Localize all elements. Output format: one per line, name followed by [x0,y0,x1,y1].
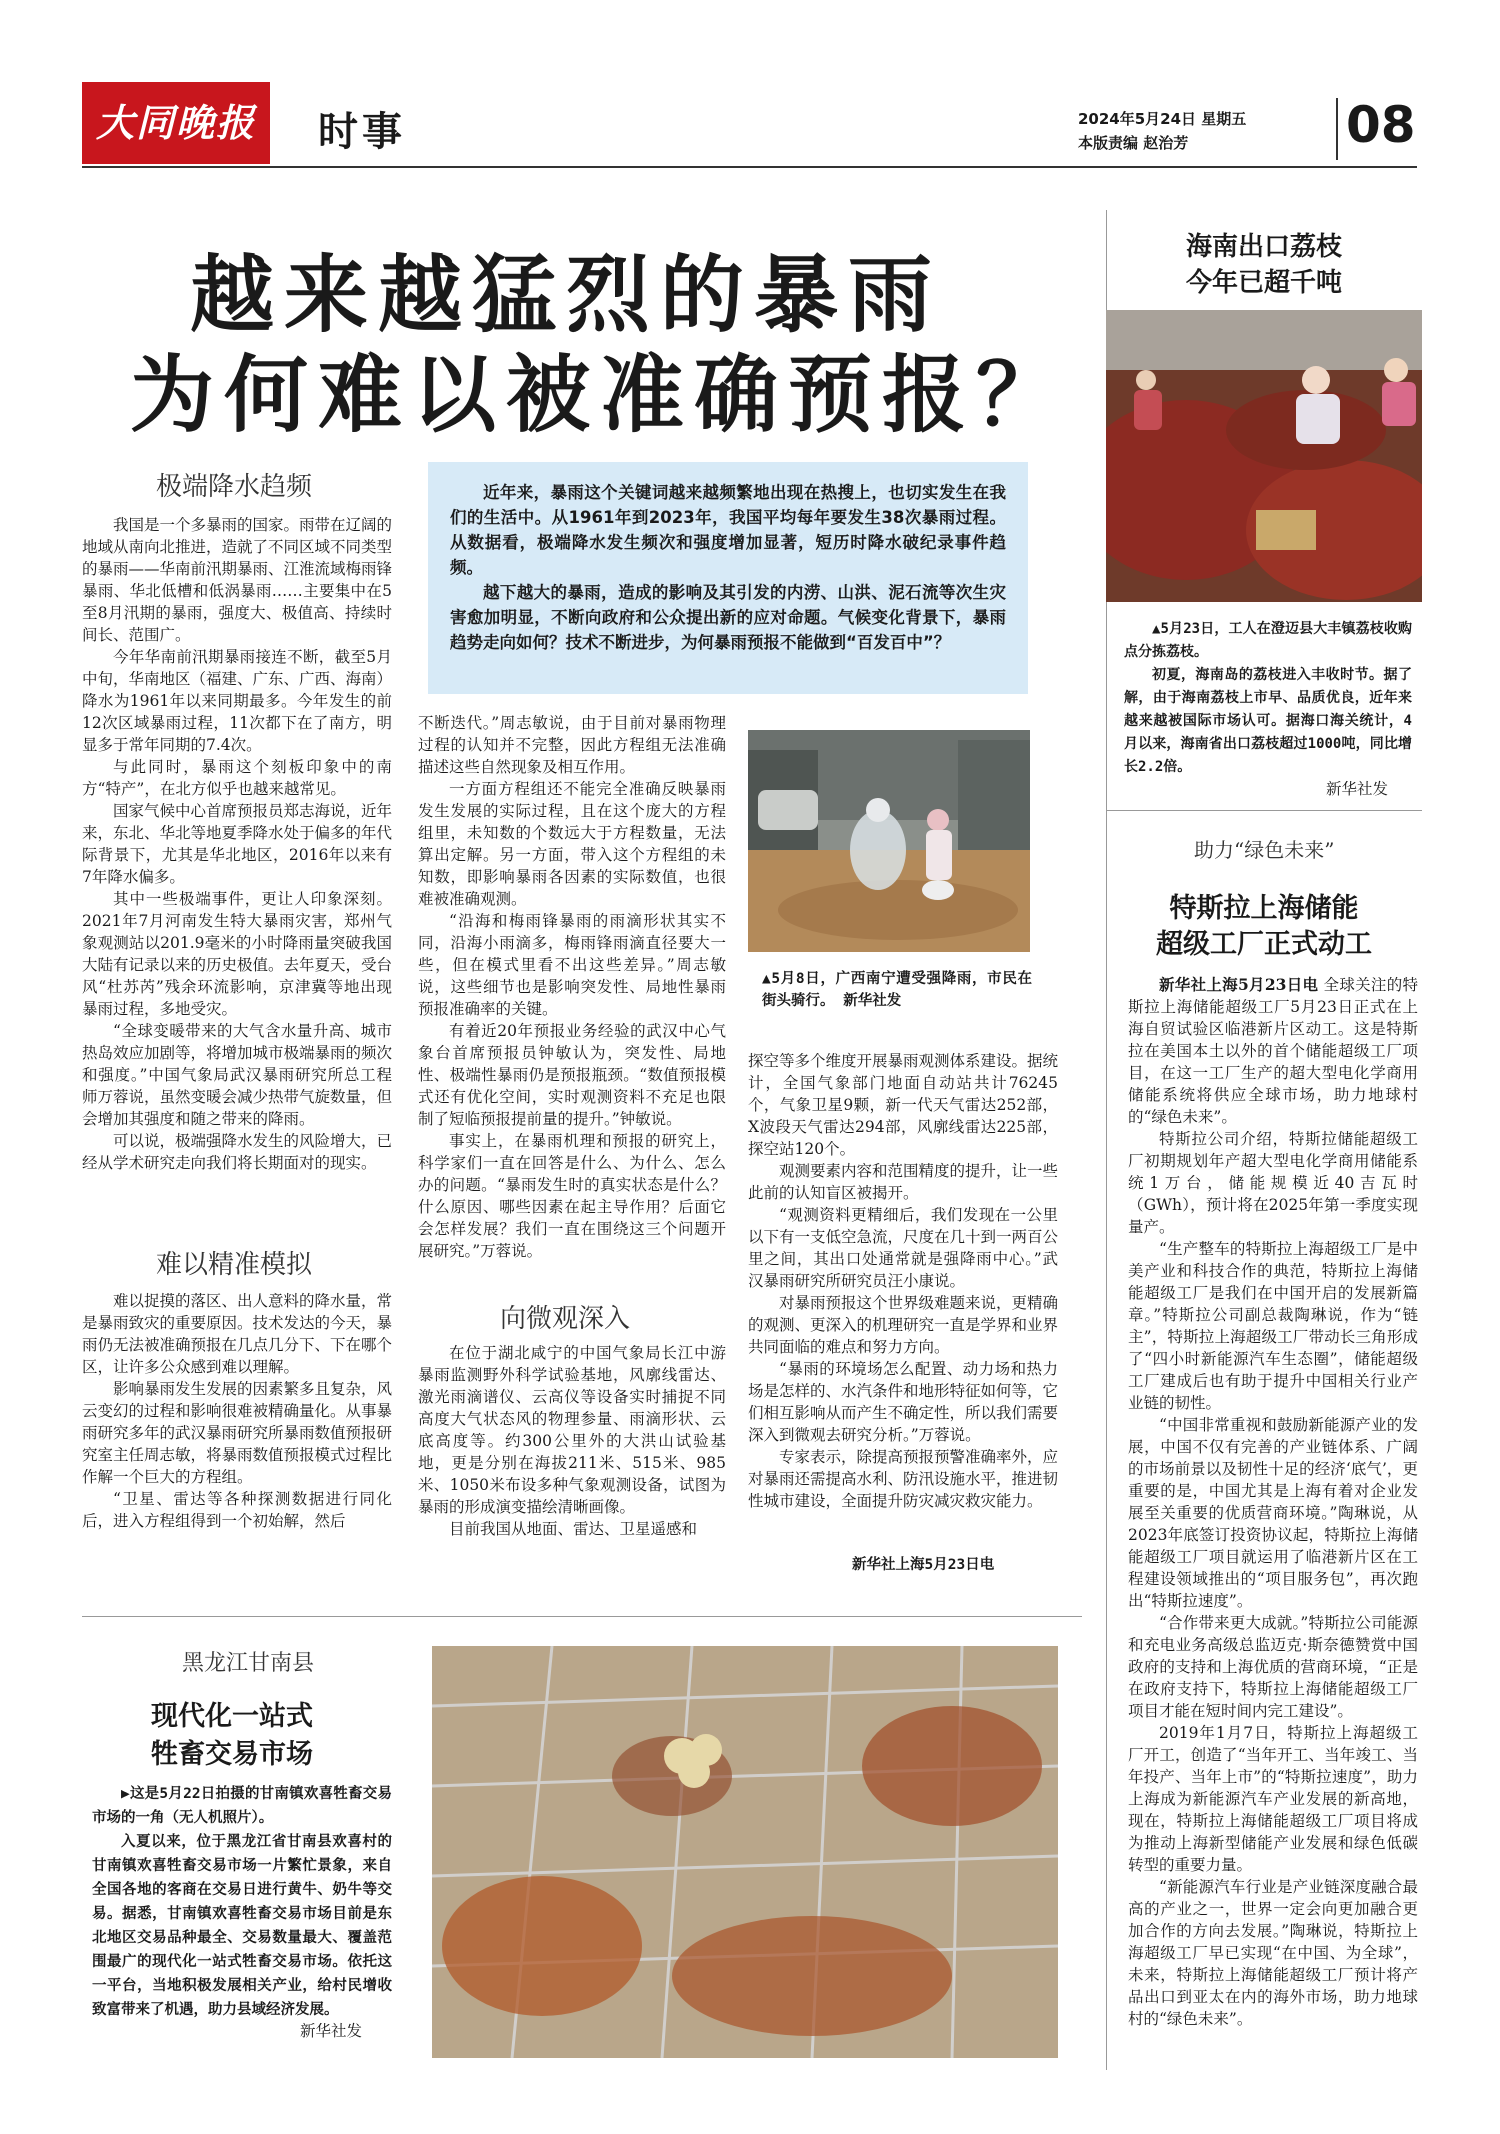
subhead-hard-to-model: 难以精准模拟 [156,1250,313,1280]
header-rule [82,166,1417,168]
main-headline-line1: 越来越猛烈的暴雨 [190,246,943,344]
article-column-1b [82,1290,392,1532]
page-editor: 本版责编 赵治芳 [1078,134,1189,152]
paragraph: 对暴雨预报这个世界级难题来说，更精确的观测、更深入的机理研究一直是学界和业界共同面临的难点和努力方向。 [748,1294,1059,1356]
paragraph: “卫星、雷达等各种探测数据进行同化后，进入方程组得到一个初始解，然后 [82,1490,392,1530]
caption-paragraph: 初夏，海南岛的荔枝进入丰收时节。据了解，由于海南荔枝上市早、品质优良，近年来越来越被国际市场认可。据海口海关统计，4月以来，海南省出口荔枝超过1000吨，同比增长2.2倍。 [1124,667,1412,775]
photo-lychee [1106,310,1422,602]
paragraph: 不断迭代。”周志敏说，由于目前对暴雨物理过程的认知并不完整，因此方程组无法准确描述这些自然现象及相互作用。 [418,714,726,776]
article-column-2 [418,712,726,1262]
paragraph: 影响暴雨发生发展的因素繁多且复杂，风云变幻的过程和影响很难被精确量化。从事暴雨研究多年的武汉暴雨研究所暴雨数值预报研究室主任周志敏，将暴雨数值预报模式过程比作解一个巨大的方程组。 [82,1380,393,1486]
paragraph: “中国非常重视和鼓励新能源产业的发展，中国不仅有完善的产业链体系、广阔的市场前景以及韧性十足的经济‘底气’，更重要的是，中国尤其是上海有着对企业发展至关重要的优质营商环境。”陶琳说，从2023年底签订投资协议起，特斯拉上海储能超级工厂项目就运用了临港新片区在工程建设领域推出的“项目服务包”，再次跑出“特斯拉速度”。 [1128,1416,1418,1610]
lead-box [428,462,1028,694]
paragraph: 特斯拉公司介绍，特斯拉储能超级工厂初期规划年产超大型电化学商用储能系统1万台，储能规模近40吉瓦时（GWh），预计将在2025年第一季度实现量产。 [1128,1130,1418,1236]
photo-rain-caption: ▲5月8日，广西南宁遭受强降雨，市民在街头骑行。 新华社发 [762,971,1032,1009]
livestock-source: 新华社发 [300,2022,363,2040]
subhead-microscopic: 向微观深入 [500,1304,631,1334]
livestock-kicker: 黑龙江甘南县 [182,1651,315,1676]
rain-street-image [748,730,1030,952]
lychee-sorting-image [1106,310,1422,602]
paragraph: “全球变暖带来的大气含水量升高、城市热岛效应加剧等，将增加城市极端暴雨的频次和强度。”中国气象局武汉暴雨研究所总工程师万蓉说，虽然变暖会减少热带气旋数量，但会增加其强度和随之带来的降雨。 [82,1022,393,1128]
paragraph: 其中一些极端事件，更让人印象深刻。2021年7月河南发生特大暴雨灾害，郑州气象观测站以201.9毫米的小时降雨量突破我国大陆有记录以来的历史极值。去年夏天，受台风“杜苏芮”残余环流影响，京津冀等地出现暴雨过程，多地受灾。 [82,890,393,1018]
article-column-1a [82,514,392,1174]
paragraph: 今年华南前汛期暴雨接连不断，截至5月中旬，华南地区（福建、广东、广西、海南）降水为1961年以来同期最多。今年发生的前12次区域暴雨过程，11次都下在了南方，明显多于常年同期的7.4次。 [82,648,393,754]
lychee-title-line1: 海南出口荔枝 [1185,232,1342,262]
lychee-title-line2: 今年已超千吨 [1185,268,1342,298]
issue-date: 2024年5月24日 星期五 [1078,110,1247,128]
paragraph: 一方面方程组还不能完全准确反映暴雨发生发展的实际过程，且在这个庞大的方程组里，未知数的个数远大于方程数量，无法算出定解。另一方面，带入这个方程组的未知数，即影响暴雨各因素的实际数值，也很难被准确观测。 [418,780,726,908]
caption-paragraph: 入夏以来，位于黑龙江省甘南县欢喜村的甘南镇欢喜牲畜交易市场一片繁忙景象，来自全国各地的客商在交易日进行黄牛、奶牛等交易。据悉，甘南镇欢喜牲畜交易市场目前是东北地区交易品种最全、交易数量最大、覆盖范围最广的现代化一站式牲畜交易市场。依托这一平台，当地积极发展相关产业，给村民增收致富带来了机遇，助力县域经济发展。 [92,1834,392,2018]
tesla-title-line1: 特斯拉上海储能 [1169,893,1359,924]
byline: 新华社上海5月23日电 [852,1557,995,1573]
photo-rain-street [748,730,1030,952]
paragraph: “新能源汽车行业是产业链深度融合最高的产业之一，世界一定会向更加融合更加合作的方向去发展。”陶琳说，特斯拉上海超级工厂早已实现“在中国、为全球”，未来，特斯拉上海储能超级工厂预计将产品出口到亚太在内的海外市场，助力地球村的“绿色未来”。 [1128,1878,1418,2028]
paragraph: “生产整车的特斯拉上海超级工厂是中美产业和科技合作的典范，特斯拉上海储能超级工厂是我们在中国开启的发展新篇章。”特斯拉公司副总裁陶琳说，作为“链主”，特斯拉上海超级工厂带动长三角形成了“四小时新能源汽车生态圈”，储能超级工厂建成后也有助于提升中国相关行业产业链的韧性。 [1128,1240,1418,1412]
divider [1106,810,1422,811]
paragraph: 专家表示，除提高预报预警准确率外，应对暴雨还需提高水利、防汛设施水平，推进韧性城市建设，全面提升防灾减灾救灾能力。 [748,1448,1059,1510]
lead-paragraph: 越下越大的暴雨，造成的影响及其引发的内涝、山洪、泥石流等次生灾害愈加明显，不断向政府和公众提出新的应对命题。气候变化背景下，暴雨趋势走向如何？技术不断进步，为何暴雨预报不能做到“百发百中”？ [450,583,1006,652]
paragraph: “暴雨的环境场怎么配置、动力场和热力场是怎样的、水汽条件和地形特征如何等，它们相互影响从而产生不确定性，所以我们需要深入到微观去研究分析。”万蓉说。 [748,1360,1059,1444]
dateline: 新华社上海5月23日电 [1159,975,1319,994]
livestock-title-line2: 牲畜交易市场 [151,1739,313,1770]
lead-paragraph: 近年来，暴雨这个关键词越来越频繁地出现在热搜上，也切实发生在我们的生活中。从1961年到2023年，我国平均每年要发生38次暴雨过程。从数据看，极端降水发生频次和强度增加显著，短历时降水破纪录事件趋频。 [450,483,1006,577]
paragraph: 国家气候中心首席预报员郑志海说，近年来，东北、华北等地夏季降水处于偏多的年代际背景下，尤其是华北地区，2016年以来有7年降水偏多。 [82,802,393,886]
article-column-2b [418,1342,726,1540]
paragraph: 全球关注的特斯拉上海储能超级工厂5月23日正式在上海自贸试验区临港新片区动工。这是特斯拉在美国本土以外的首个储能超级工厂项目，在这一工厂生产的超大型电化学商用储能系统将供应全球市场，助力地球村的“绿色未来”。 [1128,976,1418,1126]
lychee-caption [1124,618,1412,779]
paragraph: “沿海和梅雨锋暴雨的雨滴形状其实不同，沿海小雨滴多，梅雨锋雨滴直径要大一些，但在模式里看不出这些差异。”周志敏说，这些细节也是影响突发性、局地性暴雨预报准确率的关键。 [418,912,726,1018]
paragraph: 有着近20年预报业务经验的武汉中心气象台首席预报员钟敏认为，突发性、局地性、极端性暴雨仍是预报瓶颈。“数值预报模式还有优化空间，实时观测资料不充足也限制了短临预报提前量的提升。”钟敏说。 [418,1022,726,1128]
paragraph: 事实上，在暴雨机理和预报的研究上，科学家们一直在回答是什么、为什么、怎么办的问题。“暴雨发生时的真实状态是什么？什么原因、哪些因素在起主导作用？后面它会怎样发展？我们一直在围绕这三个问题开展研究。”万蓉说。 [418,1132,726,1260]
paragraph: 难以捉摸的落区、出人意料的降水量，常是暴雨致灾的重要原因。技术发达的今天，暴雨仍无法被准确预报在几点几分下、下在哪个区，让许多公众感到难以理解。 [82,1292,393,1376]
paragraph: 探空等多个维度开展暴雨观测体系建设。据统计，全国气象部门地面自动站共计76245个，气象卫星9颗，新一代天气雷达252部，X波段天气雷达294部，风廓线雷达225部，探空站120个。 [748,1052,1059,1158]
header-divider [1336,98,1338,160]
paragraph: 与此同时，暴雨这个刻板印象中的南方“特产”，在北方似乎也越来越常见。 [82,758,392,798]
subhead-extreme-rain: 极端降水趋频 [156,472,313,502]
livestock-market-image [432,1646,1058,2058]
section-title: 时事 [318,108,406,155]
page-number: 08 [1346,96,1416,154]
livestock-caption [92,1782,392,2022]
photo-livestock-market [432,1646,1058,2058]
tesla-title-line2: 超级工厂正式动工 [1156,929,1372,960]
paragraph: 在位于湖北咸宁的中国气象局长江中游暴雨监测野外科学试验基地，风廓线雷达、激光雨滴谱仪、云高仪等设备实时捕捉不同高度大气状态风的物理参量、雨滴形状、云底高度等。约300公里外的大洪山试验基地，更是分别在海拔211米、515米、985米、1050米布设多种气象观测设备，试图为暴雨的形成演变描绘清晰画像。 [418,1344,726,1516]
main-headline-line2: 为何难以被准确预报？ [130,346,1071,444]
paragraph: 观测要素内容和范围精度的提升，让一些此前的认知盲区被揭开。 [748,1162,1059,1202]
tesla-article [1128,974,1418,2030]
livestock-title-line1: 现代化一站式 [151,1701,313,1732]
paragraph: 目前我国从地面、雷达、卫星遥感和 [449,1520,698,1538]
paragraph: 我国是一个多暴雨的国家。雨带在辽阔的地域从南向北推进，造就了不同区域不同类型的暴雨——华南前汛期暴雨、江淮流域梅雨锋暴雨、华北低槽和低涡暴雨……主要集中在5至8月汛期的暴雨，强度大、极值高、持续时间长、范围广。 [82,516,393,644]
lychee-source: 新华社发 [1326,780,1389,798]
paragraph: 2019年1月7日，特斯拉上海超级工厂开工，创造了“当年开工、当年竣工、当年投产、当年上市”的“特斯拉速度”，助力上海成为新能源汽车产业发展的新高地，现在，特斯拉上海储能超级工厂项目将成为推动上海新型储能产业发展和绿色低碳转型的重要力量。 [1128,1724,1418,1874]
paragraph: “合作带来更大成就。”特斯拉公司能源和充电业务高级总监迈克·斯奈德赞赏中国政府的支持和上海优质的营商环境，“正是在政府支持下，特斯拉上海储能超级工厂项目才能在短时间内完工建设”。 [1128,1614,1418,1720]
paragraph: 可以说，极端强降水发生的风险增大，已经从学术研究走向我们将长期面对的现实。 [82,1132,393,1172]
caption-paragraph: ▲5月23日，工人在澄迈县大丰镇荔枝收购点分拣荔枝。 [1124,621,1412,660]
caption-paragraph: ▶这是5月22日拍摄的甘南镇欢喜牲畜交易市场的一角（无人机照片）。 [92,1786,392,1826]
paragraph: “观测资料更精细后，我们发现在一公里以下有一支低空急流，尺度在几十到一两百公里之间，其出口处通常就是强降雨中心。”武汉暴雨研究所研究员汪小康说。 [748,1206,1059,1290]
bottom-divider [82,1616,1082,1617]
tesla-kicker: 助力“绿色未来” [1194,838,1335,862]
newspaper-logo: 大同晚报 [82,82,270,164]
article-column-3 [748,1050,1058,1512]
